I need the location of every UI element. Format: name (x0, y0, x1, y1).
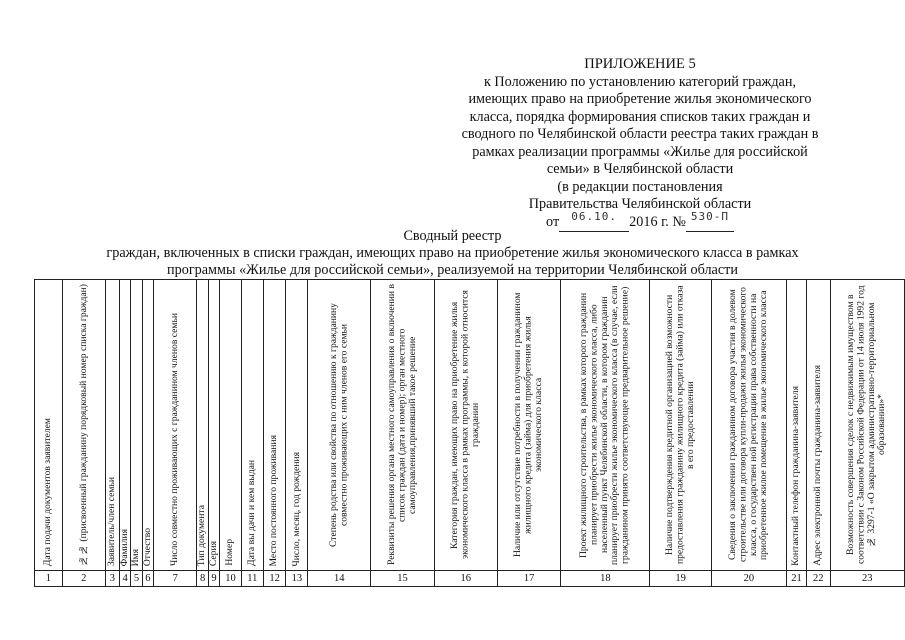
column-number: 14 (308, 571, 371, 587)
column-number: 4 (119, 571, 130, 587)
header-text: Дата подачи документов заявителем (42, 417, 54, 566)
header-text: Серия (207, 540, 219, 566)
date-prefix: от (546, 213, 560, 230)
header-text: Дата вы дачи и кем выдан (246, 460, 258, 566)
appendix-line: семьи» в Челябинской области (546, 161, 734, 177)
registry-title: Сводный реестр (403, 228, 502, 244)
appendix-line: сводного по Челябинской области реестра таких граждан в (461, 126, 819, 142)
column-number: 1 (35, 571, 63, 587)
column-number: 13 (286, 571, 308, 587)
header-cell (561, 280, 650, 571)
header-cell (197, 280, 208, 571)
header-cell (62, 280, 105, 571)
header-cell (286, 280, 308, 571)
header-cell (241, 280, 263, 571)
appendix-block (430, 56, 850, 232)
date-year: 2016 г. № (629, 213, 686, 230)
header-text: Имя (130, 548, 142, 566)
header-text: Степень родства или свойства по отношению к гражданину совместно проживающих с ним членов его семьи (327, 303, 350, 547)
header-text: Число совместно проживающих с гражданином членов семьи (169, 312, 181, 566)
table-header-row (35, 280, 905, 571)
appendix-line: рамках реализации программы «Жилье для российской (472, 143, 808, 160)
table-number-row (35, 571, 905, 587)
column-number: 15 (371, 571, 434, 587)
column-number: 7 (154, 571, 197, 587)
header-cell (308, 280, 371, 571)
registry-subtitle-line: программы «Жилье для российской семьи», реализуемой на территории Челябинской области (167, 262, 738, 278)
header-text: Наличие подтверждения кредитной организацией возможности предоставления гражданину жилищного кредита (займа) или отказа в его предоставлении (663, 285, 696, 565)
header-cell (830, 280, 904, 571)
column-number: 2 (62, 571, 105, 587)
column-number: 8 (197, 571, 208, 587)
registry-subtitle-line: граждан, включенных в списки граждан, имеющих право на приобретение жилья экономического класса в рамках (106, 245, 799, 261)
header-text: Сведения о заключении гражданином договора участия в долевом строительстве или договора купли-продажи жилья экономического класса, о государствен ной регистрации права собственности на приобретенное жилое помещение в жилье экономического класса (727, 287, 770, 563)
header-cell (806, 280, 830, 571)
header-cell (208, 280, 219, 571)
registry-heading (0, 228, 905, 279)
column-number: 9 (208, 571, 219, 587)
appendix-line: имеющих право на приобретение жилья экономического (468, 91, 812, 107)
appendix-line: Правительства Челябинской области (528, 196, 752, 212)
column-number: 20 (711, 571, 786, 587)
header-text: Проект жилищного строительства, в рамках которого гражданин планирует приобрести жилье экономического класса, либо населенный пункт Челябинской области, в котором гражданин планирует приобрести жилье экономического класса (в случае, если гражданином принято соответствующее предварительное решение) (578, 285, 631, 565)
column-number: 19 (650, 571, 711, 587)
column-number: 22 (806, 571, 830, 587)
header-text: Тип документа (196, 504, 208, 566)
header-cell (220, 280, 242, 571)
registry-table (34, 279, 905, 587)
header-cell (131, 280, 142, 571)
header-text: Число, месяц, год рождения (290, 451, 302, 566)
date-value: 06.10. (571, 209, 618, 223)
header-text: Фамилия (118, 528, 130, 566)
column-number: 17 (497, 571, 560, 587)
column-number: 5 (131, 571, 142, 587)
appendix-line: к Положению по установлению категорий граждан, (483, 73, 796, 90)
header-cell (142, 280, 153, 571)
header-text: Контактный телефон гражданина-заявителя (790, 386, 802, 566)
appendix-title: ПРИЛОЖЕНИЕ 5 (584, 56, 696, 72)
header-cell (35, 280, 63, 571)
column-number: 12 (263, 571, 286, 587)
header-cell (711, 280, 786, 571)
header-text: Возможность совершения сделок с недвижимым имуществом в соответствии с Законом Российской Федерации от 14 июля 1992 год № 3297-1 «О закрытом административно-территориальном образовании»* (845, 285, 888, 565)
header-cell (105, 280, 119, 571)
header-text: №№ (присвоенный гражданину порядковый номер списка граждан) (77, 284, 89, 566)
header-text: Заявитель/член семьи (106, 476, 118, 566)
column-number: 11 (241, 571, 263, 587)
header-cell (371, 280, 434, 571)
header-cell (650, 280, 711, 571)
header-text: Отчество (141, 527, 153, 566)
header-text: Номер (224, 539, 236, 566)
header-cell (119, 280, 130, 571)
header-cell (263, 280, 286, 571)
header-cell (434, 280, 497, 571)
header-cell (154, 280, 197, 571)
header-text: Адрес электронной почты гражданина-заявителя (812, 365, 823, 566)
column-number: 18 (561, 571, 650, 587)
column-number: 21 (787, 571, 807, 587)
doc-number: 530-П (690, 209, 729, 223)
appendix-line: класса, порядка формирования списков таких граждан и (469, 108, 811, 125)
header-cell (787, 280, 807, 571)
appendix-line: (в редакции постановления (557, 178, 723, 195)
header-text: Категория граждан, имеющих право на приобретение жилья экономического класса в рамках программы, к которой относится гражданин (449, 290, 481, 560)
column-number: 10 (220, 571, 242, 587)
header-cell (497, 280, 560, 571)
column-number: 6 (142, 571, 153, 587)
column-number: 3 (105, 571, 119, 587)
header-text: Место постоянного проживания (268, 434, 280, 566)
header-text: Реквизиты решения органа местного самоуправления о включении в список граждан (дата и номер); орган местного самоуправления,принявший такое решение (385, 284, 418, 566)
header-text: Наличие или отсутствие потребности в получении гражданином жилищного кредита (займа) для приобретения жилья экономического класса (512, 292, 545, 558)
column-number: 23 (830, 571, 904, 587)
column-number: 16 (434, 571, 497, 587)
